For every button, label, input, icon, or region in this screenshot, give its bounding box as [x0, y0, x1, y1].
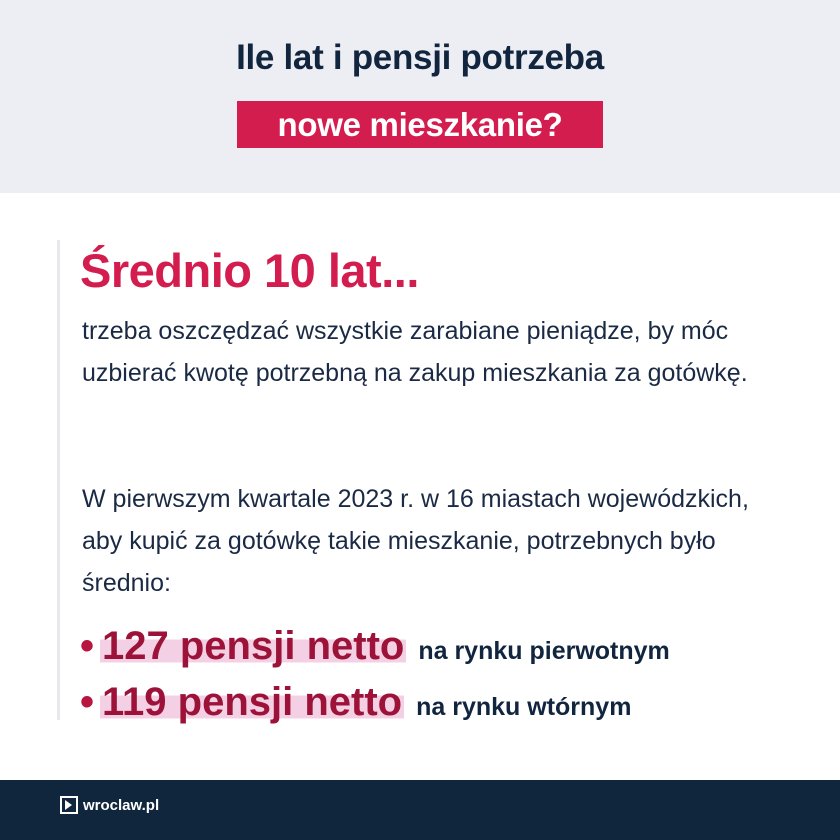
- logo-text: wroclaw.pl: [83, 796, 160, 814]
- stat-value: 127 pensji netto: [102, 624, 405, 668]
- bullet: •: [80, 624, 95, 668]
- bullet: •: [80, 680, 95, 724]
- content-accent-bar: [57, 240, 60, 720]
- stat-secondary-market: [80, 680, 631, 725]
- title-highlight-box: nowe mieszkanie?: [237, 101, 603, 148]
- paragraph-savings: trzeba oszczędzać wszystkie zarabiane pieniądze, by móc uzbierać kwotę potrzebną na zakup mieszkania za gotówkę.: [82, 317, 748, 387]
- stat-label: na rynku wtórnym: [416, 693, 632, 721]
- paragraph-quarter: W pierwszym kwartale 2023 r. w 16 miastach wojewódzkich, aby kupić za gotówkę takie mieszkanie, potrzebnych było średnio:: [82, 485, 749, 597]
- stat-label: na rynku pierwotnym: [418, 637, 670, 665]
- chevron-right-icon: [60, 796, 78, 814]
- wroclaw-logo[interactable]: [60, 796, 159, 814]
- title-line-1: Ile lat i pensji potrzeba: [236, 38, 604, 77]
- header-panel: [0, 0, 840, 193]
- stat-value: 119 pensji netto: [102, 680, 403, 724]
- headline: Średnio 10 lat...: [80, 244, 419, 297]
- stat-primary-market: [80, 624, 670, 669]
